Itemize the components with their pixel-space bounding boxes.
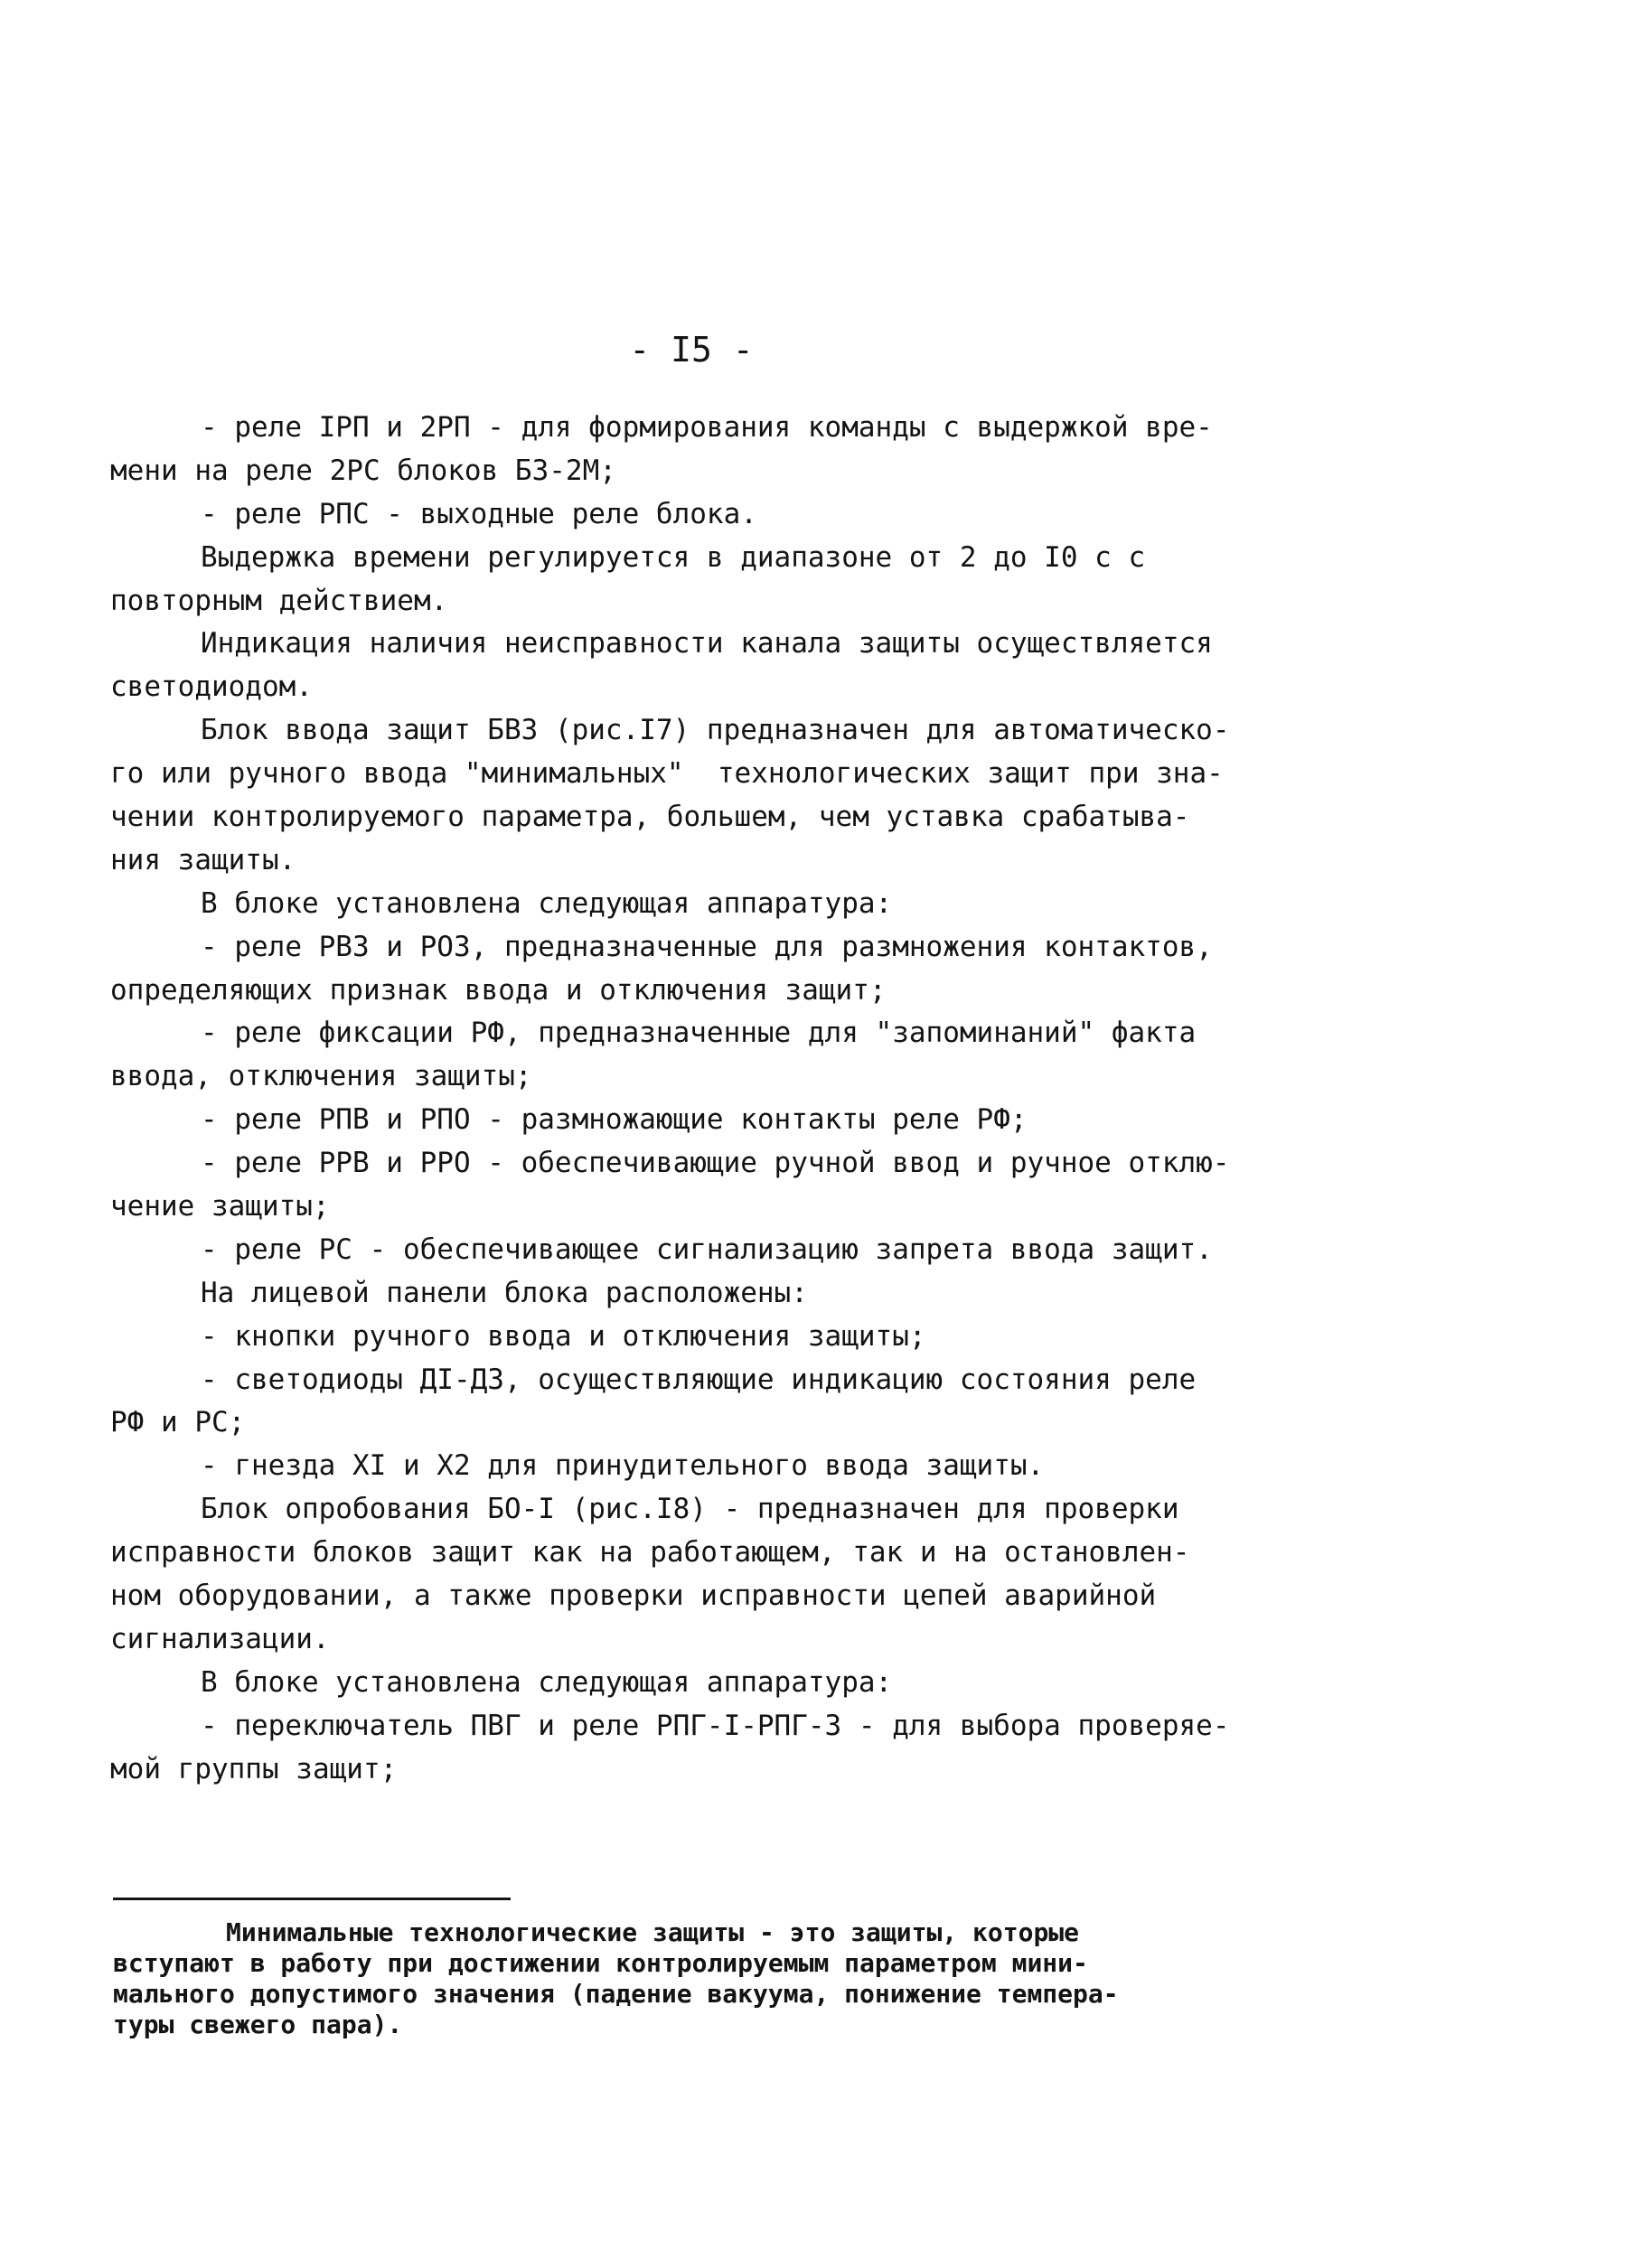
text-line: - светодиоды ДI-Д3, осуществляющие индикацию состояния реле [201,1363,1197,1396]
footnote [113,1917,1306,2040]
page-number: - I5 - [629,330,754,370]
text-line: В блоке установлена следующая аппаратура: [201,886,893,920]
text-line: - реле РВЗ и РОЗ, предназначенные для размножения контактов, [201,930,1213,963]
text-line: Выдержка времени регулируется в диапазоне от 2 до I0 с с [201,540,1146,574]
text-line: ния защиты. [110,843,296,876]
text-line: - кнопки ручного ввода и отключения защиты; [201,1319,926,1353]
footnote-line: туры свежего пара). [113,2010,403,2039]
footnote-separator [113,1898,511,1900]
text-line: Индикация наличия неисправности канала защиты осуществляется [201,627,1213,661]
footnote-line: вступают в работу при достижении контролируемым параметром мини- [113,1948,1088,1978]
text-line: - гнезда XI и X2 для принудительного ввода защиты. [201,1449,1045,1483]
text-line: В блоке установлена следующая аппаратура: [201,1665,893,1699]
text-line: Блок ввода защит БВЗ (рис.I7) предназначен для автоматическо- [201,714,1230,747]
text-line: - реле РПВ и РПО - размножающие контакты реле РФ; [201,1103,1028,1137]
text-line: мени на реле 2РС блоков БЗ-2М; [110,454,616,487]
body-text [110,407,1285,1792]
text-line: - реле РС - обеспечивающее сигнализацию запрета ввода защит. [201,1232,1213,1266]
text-line: чении контролируемого параметра, большем, чем уставка срабатыва- [110,801,1190,834]
text-line: - реле IРП и 2РП - для формирования команды с выдержкой вре- [201,411,1213,444]
text-line: светодиодом. [110,670,313,704]
text-line: Блок опробования БО-I (рис.I8) - предназначен для проверки [201,1493,1179,1526]
text-line: исправности блоков защит как на работающем, так и на остановлен- [110,1536,1190,1570]
text-line: - реле фиксации РФ, предназначенные для "запоминаний" факта [201,1017,1197,1050]
text-line: определяющих признак ввода и отключения защит; [110,973,887,1007]
text-line: РФ и РС; [110,1406,246,1439]
footnote-line: Минимальные технологические защиты - это защиты, которые [226,1917,1080,1947]
text-line: - реле РРВ и РРО - обеспечивающие ручной ввод и ручное отклю- [201,1147,1230,1180]
text-line: мой группы защит; [110,1752,398,1785]
text-line: ном оборудовании, а также проверки исправности цепей аварийной [110,1579,1157,1613]
text-line: чение защиты; [110,1190,330,1223]
text-line: - переключатель ПВГ и реле РПГ-I-РПГ-3 - для выбора проверяе- [201,1709,1230,1742]
text-line: сигнализации. [110,1622,330,1655]
text-line: - реле РПС - выходные реле блока. [201,497,757,530]
text-line: ввода, отключения защиты; [110,1060,532,1093]
text-line: повторным действием. [110,584,448,617]
text-line: го или ручного ввода "минимальных" технологических защит при зна- [110,757,1224,791]
text-line: На лицевой панели блока расположены: [201,1276,808,1309]
footnote-line: мального допустимого значения (падение вакуума, понижение темпера- [113,1979,1119,2009]
